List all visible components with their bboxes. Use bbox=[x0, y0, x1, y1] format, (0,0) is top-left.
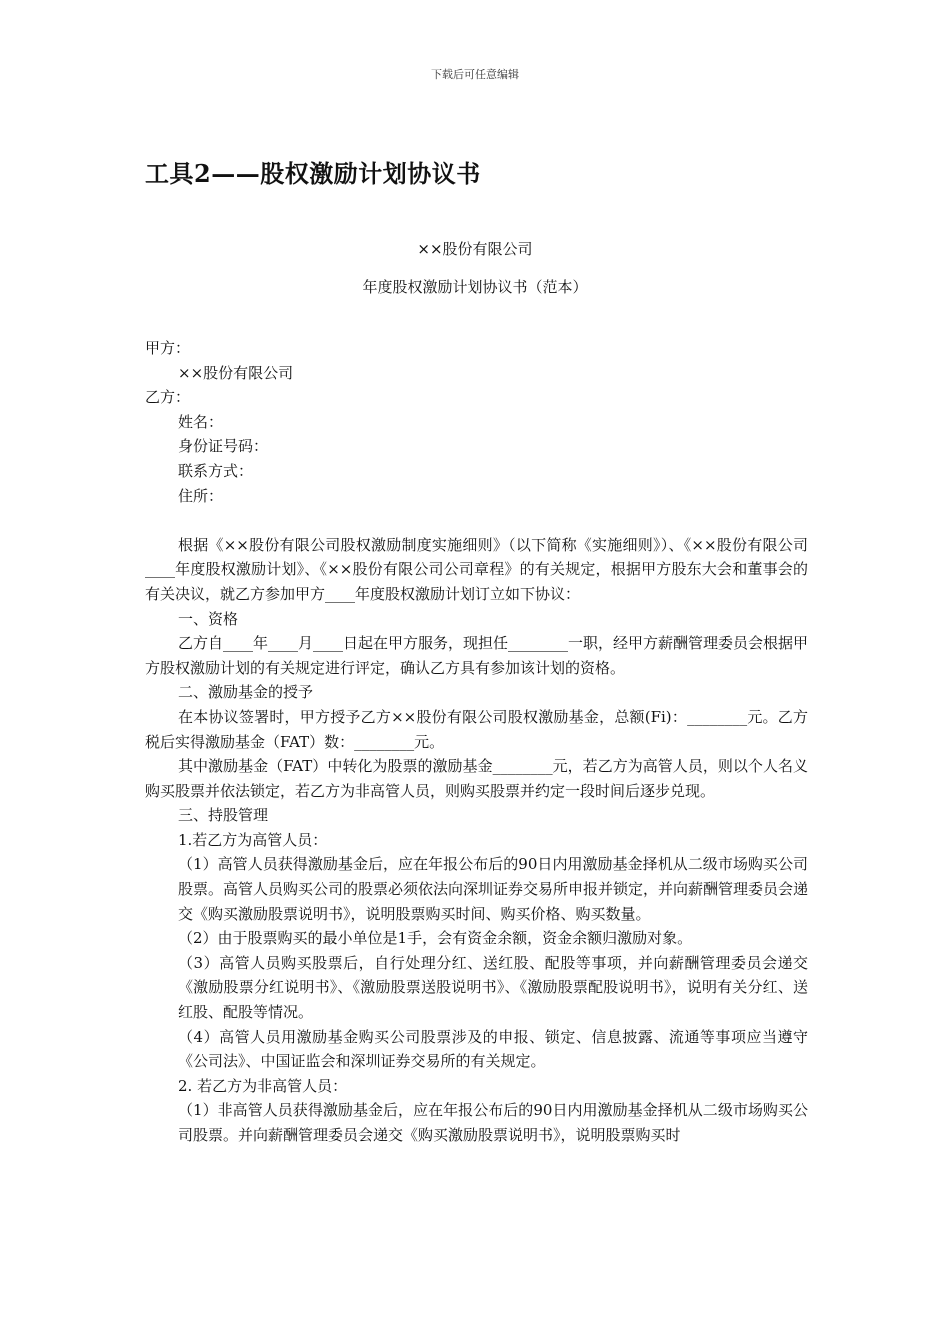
spacer bbox=[145, 508, 808, 533]
party-b-field-name: 姓名： bbox=[178, 412, 224, 431]
section-1-heading: 一、资格 bbox=[178, 609, 239, 628]
party-b-field-contact: 联系方式： bbox=[178, 461, 254, 480]
party-b-field-id: 身份证号码： bbox=[178, 437, 269, 456]
list-item: （3）高管人员购买股票后，自行处理分红、送红股、配股等事项，并向薪酬管理委员会递交《激励股票分红说明书》、《激励股票送股说明书》、《激励股票配股说明书》，说明有关分红、送红股、配股等情况。 bbox=[178, 953, 808, 1022]
list-item: （4）高管人员用激励基金购买公司股票涉及的申报、锁定、信息披露、流通等事项应当遵守《公司法》、中国证监会和深圳证券交易所的有关规定。 bbox=[178, 1027, 808, 1071]
section-2-paragraph-2: 其中激励基金（FAT）中转化为股票的激励基金________元，若乙方为高管人员，则以个人名义购买股票并依法锁定，若乙方为非高管人员，则购买股票并约定一段时间后逐步兑现。 bbox=[145, 757, 808, 800]
agreement-body bbox=[145, 336, 808, 1148]
party-b-label: 乙方： bbox=[145, 388, 191, 407]
header-note: 下载后可任意编辑 bbox=[431, 68, 519, 81]
section-3-sub-2: 2. 若乙方为非高管人员： bbox=[178, 1076, 348, 1095]
party-a-name: ××股份有限公司 bbox=[178, 363, 294, 382]
company-name: ××股份有限公司 bbox=[417, 240, 533, 258]
document-title: 工具2——股权激励计划协议书 bbox=[145, 159, 481, 188]
list-item: （2）由于股票购买的最小单位是1手，会有资金余额，资金余额归激励对象。 bbox=[178, 929, 693, 948]
section-2-heading: 二、激励基金的授予 bbox=[178, 683, 314, 702]
list-item: （1）高管人员获得激励基金后，应在年报公布后的90日内用激励基金择机从二级市场购买公司股票。高管人员购买公司的股票必须依法向深圳证券交易所申报并锁定，并向薪酬管理委员会递交《购买激励股票说明书》，说明股票购买时间、购买价格、购买数量。 bbox=[178, 855, 809, 923]
agreement-title: 年度股权激励计划协议书（范本） bbox=[362, 278, 588, 296]
intro-paragraph: 根据《××股份有限公司股权激励制度实施细则》（以下简称《实施细则》）、《××股份有限公司____年度股权激励计划》、《××股份有限公司公司章程》的有关规定，根据甲方股东大会和董事会的有关决议，就乙方参加甲方____年度股权激励计划订立如下协议： bbox=[145, 535, 808, 603]
section-1-text: 乙方自____年____月____日起在甲方服务，现担任________一职，经甲方薪酬管理委员会根据甲方股权激励计划的有关规定进行评定，确认乙方具有参加该计划的资格。 bbox=[145, 634, 809, 677]
party-a-label: 甲方： bbox=[145, 339, 191, 357]
section-2-paragraph-1: 在本协议签署时，甲方授予乙方××股份有限公司股权激励基金，总额(Fi)：________元。乙方税后实得激励基金（FAT）数：________元。 bbox=[145, 707, 808, 751]
section-3-heading: 三、持股管理 bbox=[178, 806, 269, 825]
section-3-sub-1: 1.若乙方为高管人员： bbox=[178, 830, 328, 849]
party-b-field-address: 住所： bbox=[178, 486, 224, 505]
list-item: （1）非高管人员获得激励基金后，应在年报公布后的90日内用激励基金择机从二级市场购买公司股票。并向薪酬管理委员会递交《购买激励股票说明书》，说明股票购买时 bbox=[178, 1101, 808, 1144]
